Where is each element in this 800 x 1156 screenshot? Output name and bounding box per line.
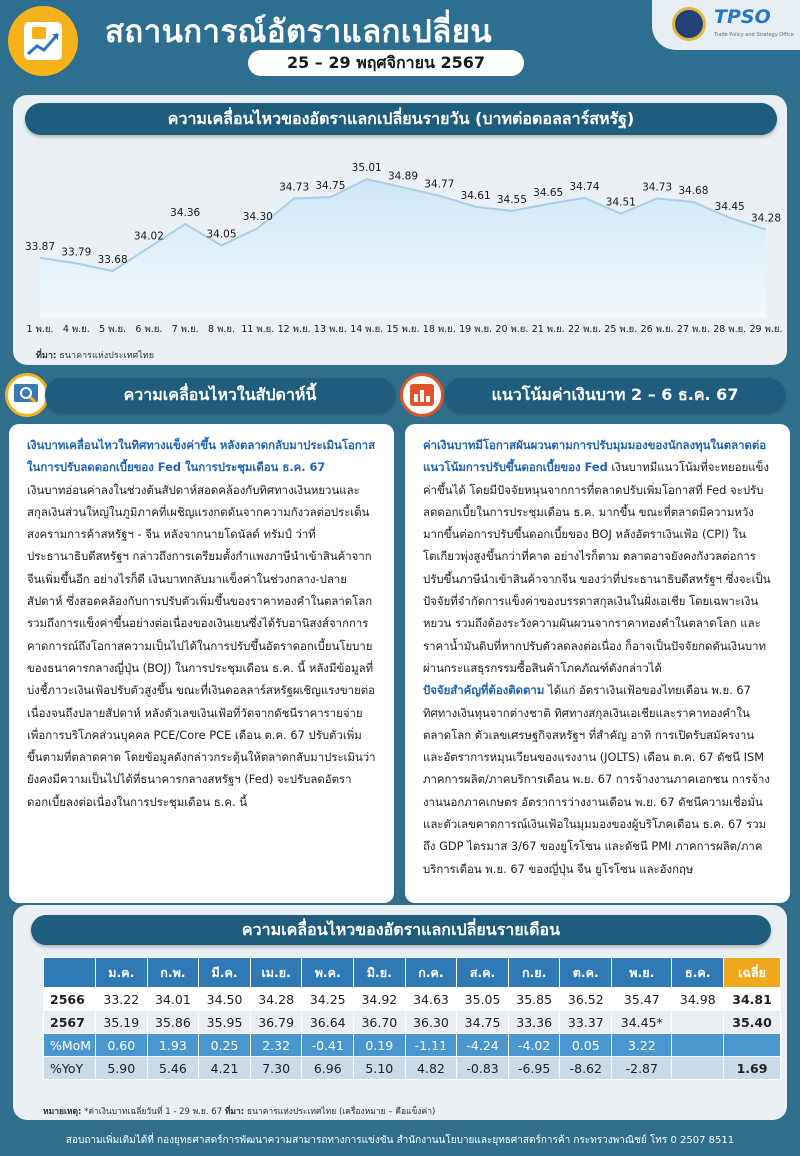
- table-source-text: ธนาคารแห่งประเทศไทย (เครื่องหมาย – คือแข็งค่า): [246, 1107, 436, 1117]
- data-label: 33.68: [97, 254, 128, 267]
- footer-contact: สอบถามเพิ่มเติมได้ที่ กองยุทธศาสตร์การพัฒนาความสามารถทางการแข่งขัน สำนักงานนโยบายและยุทธศาสตร์การค้า กระทรวงพาณิชย์ โทร 0 2507 8511: [65, 1135, 735, 1146]
- month-header: ส.ค.: [457, 958, 509, 988]
- monthly-exchange-table: [43, 957, 781, 1080]
- table-cell: 34.92: [354, 988, 406, 1011]
- weekly-movement-panel: [9, 424, 394, 903]
- table-cell: 34.45*: [612, 1011, 672, 1034]
- month-header: พ.ย.: [612, 958, 672, 988]
- table-cell: [672, 1034, 724, 1057]
- daily-exchange-rate-chart: [0, 0, 800, 345]
- table-cell: -0.41: [302, 1034, 354, 1057]
- data-label: 34.75: [315, 180, 346, 193]
- x-tick-label: 5 พ.ย.: [99, 324, 127, 335]
- table-cell: 0.60: [96, 1034, 148, 1057]
- data-label: 34.45: [714, 200, 745, 213]
- x-tick-label: 14 พ.ย.: [350, 324, 384, 335]
- table-cell: 35.05: [457, 988, 509, 1011]
- table-cell: 4.21: [199, 1057, 251, 1080]
- row-label: 2567: [44, 1011, 96, 1034]
- x-tick-label: 4 พ.ย.: [62, 324, 90, 335]
- monthly-table-card: [13, 905, 787, 1120]
- table-cell: 36.30: [405, 1011, 457, 1034]
- table-cell: 35.95: [199, 1011, 251, 1034]
- key-factors-body: ได้แก่ อัตราเงินเฟ้อของไทยเดือน พ.ย. 67 ทิศทางเงินทุนจากต่างชาติ ทิศทางสกุลเงินเอเชียและราคาทองคำในตลาดโลก ตัวเลขเศรษฐกิจสหรัฐฯ ที่สำคัญ อาทิ การเปิดรับสมัครงานและอัตราการหมุนเวียนของแรงงาน (JOLTS) เดือน ต.ค. 67 ดัชนี ISM ภาคการผลิต/ภาคบริการเดือน พ.ย. 67 การจ้างงานภาคเอกชน การจ้างงานนอกภาคเกษตร อัตราการว่างงานเดือน พ.ย. 67 ดัชนีความเชื่อมั่นและตัวเลขคาดการณ์เงินเฟ้อในมุมมองของผู้บริโภคเดือน ธ.ค. 67 รวมถึง GDP ไตรมาส 3/67 ของยูโรโซน และดัชนี PMI ภาคการผลิต/ภาคบริการเดือน พ.ย. 67 ของญี่ปุ่น จีน ยูโรโซน และอังกฤษ: [423, 683, 770, 876]
- x-tick-label: 6 พ.ย.: [135, 324, 163, 335]
- table-cell: -1.11: [405, 1034, 457, 1057]
- x-tick-label: 13 พ.ย.: [313, 324, 347, 335]
- table-row: [44, 1034, 781, 1057]
- table-cell: 4.82: [405, 1057, 457, 1080]
- table-row: [44, 988, 781, 1011]
- table-cell: 0.05: [560, 1034, 612, 1057]
- month-header: ธ.ค.: [672, 958, 724, 988]
- magnifier-chart-icon: [5, 373, 49, 417]
- month-header: มี.ค.: [199, 958, 251, 988]
- average-cell: [724, 1034, 781, 1057]
- table-cell: 34.28: [250, 988, 302, 1011]
- data-label: 34.73: [642, 181, 673, 194]
- month-header: ก.ย.: [508, 958, 560, 988]
- chart-section-title: ความเคลื่อนไหวของอัตราแลกเปลี่ยนรายวัน (บาทต่อดอลลาร์สหรัฐ): [25, 103, 777, 135]
- x-tick-label: 7 พ.ย.: [171, 324, 199, 335]
- row-label: %MoM: [44, 1034, 96, 1057]
- data-label: 34.02: [133, 230, 164, 243]
- month-header: ก.พ.: [147, 958, 199, 988]
- data-label: 34.77: [424, 178, 455, 191]
- table-cell: 34.75: [457, 1011, 509, 1034]
- x-tick-label: 12 พ.ย.: [277, 324, 311, 335]
- x-tick-label: 15 พ.ย.: [386, 324, 420, 335]
- average-header: เฉลี่ย: [724, 958, 781, 988]
- table-cell: 35.19: [96, 1011, 148, 1034]
- table-note-text: *ค่าเงินบาทเฉลี่ยวันที่ 1 - 29 พ.ย. 67: [84, 1107, 223, 1117]
- row-label: 2566: [44, 988, 96, 1011]
- table-cell: [672, 1011, 724, 1034]
- data-label: 34.28: [750, 212, 782, 225]
- x-tick-label: 19 พ.ย.: [459, 324, 493, 335]
- month-header: มิ.ย.: [354, 958, 406, 988]
- table-cell: 33.36: [508, 1011, 560, 1034]
- table-cell: 5.90: [96, 1057, 148, 1080]
- table-header-row: [44, 958, 781, 988]
- table-cell: 35.86: [147, 1011, 199, 1034]
- table-cell: -4.24: [457, 1034, 509, 1057]
- table-cell: 33.37: [560, 1011, 612, 1034]
- x-tick-label: 1 พ.ย.: [26, 324, 54, 335]
- data-label: 34.05: [206, 228, 237, 241]
- chart-source: [36, 348, 154, 362]
- data-label: 33.79: [61, 246, 92, 259]
- month-header: ม.ค.: [96, 958, 148, 988]
- table-cell: 35.85: [508, 988, 560, 1011]
- data-label: 34.65: [533, 187, 564, 199]
- data-label: 34.51: [605, 196, 636, 209]
- data-label: 34.74: [569, 180, 600, 193]
- table-row: [44, 1011, 781, 1034]
- table-cell: 34.63: [405, 988, 457, 1011]
- x-tick-label: 27 พ.ย.: [676, 324, 710, 335]
- table-cell: 0.25: [199, 1034, 251, 1057]
- x-tick-label: 21 พ.ย.: [531, 324, 565, 335]
- data-label: 34.68: [678, 184, 709, 197]
- org-logo-subtitle: Trade Policy and Strategy Office: [714, 32, 794, 38]
- weekly-movement-text: [27, 434, 377, 813]
- chart-source-label: ที่มา:: [36, 351, 57, 361]
- table-source-label: ที่มา:: [224, 1107, 245, 1117]
- data-label: 35.01: [351, 162, 382, 175]
- data-label: 33.87: [24, 240, 56, 253]
- table-cell: 34.25: [302, 988, 354, 1011]
- data-label: 34.73: [279, 181, 310, 194]
- data-label: 34.55: [496, 193, 527, 206]
- average-cell: 1.69: [724, 1057, 781, 1080]
- table-row: [44, 1057, 781, 1080]
- table-cell: 36.79: [250, 1011, 302, 1034]
- table-corner: [44, 958, 96, 988]
- x-tick-label: 28 พ.ย.: [713, 324, 747, 335]
- table-cell: 6.96: [302, 1057, 354, 1080]
- row-label: %YoY: [44, 1057, 96, 1080]
- baht-outlook-text: [423, 434, 773, 880]
- table-cell: 35.47: [612, 988, 672, 1011]
- average-cell: 35.40: [724, 1011, 781, 1034]
- month-header: ก.ค.: [405, 958, 457, 988]
- table-cell: 3.22: [612, 1034, 672, 1057]
- page-title: สถานการณ์อัตราแลกเปลี่ยน: [105, 14, 493, 50]
- table-note: [43, 1104, 435, 1118]
- table-cell: 0.19: [354, 1034, 406, 1057]
- x-tick-label: 22 พ.ย.: [568, 324, 601, 335]
- baht-outlook-headline: ค่าเงินบาทมีโอกาสผันผวนตามการปรับมุมมองของนักลงทุนในตลาดต่อแนวโน้มการปรับขึ้นดอกเบี้ยของ Fed: [423, 438, 767, 475]
- data-label: 34.30: [242, 211, 273, 224]
- weekly-movement-title: ความเคลื่อนไหวในสัปดาห์นี้: [45, 378, 395, 412]
- key-factors-label: ปัจจัยสำคัญที่ต้องติดตาม: [423, 683, 545, 698]
- data-label: 34.36: [170, 207, 201, 220]
- table-cell: 34.01: [147, 988, 199, 1011]
- table-cell: -6.95: [508, 1057, 560, 1080]
- table-cell: 1.93: [147, 1034, 199, 1057]
- calendar-chart-icon: [400, 373, 444, 417]
- table-cell: 36.64: [302, 1011, 354, 1034]
- month-header: พ.ค.: [302, 958, 354, 988]
- average-cell: 34.81: [724, 988, 781, 1011]
- table-cell: 5.46: [147, 1057, 199, 1080]
- chart-source-text: ธนาคารแห่งประเทศไทย: [59, 351, 154, 361]
- x-tick-label: 11 พ.ย.: [241, 324, 275, 335]
- monthly-table-title: ความเคลื่อนไหวของอัตราแลกเปลี่ยนรายเดือน: [31, 915, 771, 945]
- table-cell: -8.62: [560, 1057, 612, 1080]
- table-cell: -2.87: [612, 1057, 672, 1080]
- table-cell: 7.30: [250, 1057, 302, 1080]
- data-label: 34.61: [460, 189, 491, 202]
- x-tick-label: 25 พ.ย.: [604, 324, 638, 335]
- baht-outlook-title: แนวโน้มค่าเงินบาท 2 – 6 ธ.ค. 67: [445, 378, 785, 412]
- x-tick-label: 29 พ.ย.: [749, 324, 783, 335]
- x-tick-label: 20 พ.ย.: [495, 324, 529, 335]
- x-tick-label: 18 พ.ย.: [422, 324, 456, 335]
- month-header: เม.ย.: [250, 958, 302, 988]
- table-cell: 2.32: [250, 1034, 302, 1057]
- table-cell: 33.22: [96, 988, 148, 1011]
- table-cell: 34.50: [199, 988, 251, 1011]
- baht-outlook-body: เงินบาทมีแนวโน้มที่จะทยอยแข็งค่าขึ้นได้ โดยมีปัจจัยหนุนจากการที่ตลาดปรับเพิ่มโอกาสที่ Fed จะปรับลดดอกเบี้ยในการประชุมเดือน ธ.ค. มากขึ้น ขณะที่ตลาดมีความหวังมากขึ้นต่อการปรับขึ้นดอกเบี้ยของ BOJ หลังอัตราเงินเฟ้อ (CPI) ในโตเกียวพุ่งสูงขึ้นกว่าที่คาด อย่างไรก็ตาม ตลาดอาจยังคงกังวลต่อการปรับขึ้นภาษีนำเข้าสินค้าจากจีน ของว่าที่ประธานาธิบดีสหรัฐฯ ซึ่งจะเป็นปัจจัยที่จำกัดการแข็งค่าของบรรดาสกุลเงินในฝั่งเอเชีย โดยเฉพาะเงินหยวน รวมถึงต้องระวังความผันผวนจากราคาทองคำในตลาดโลก และราคาน้ำมันดิบที่หากปรับตัวลดลงต่อเนื่อง ก็อาจเป็นปัจจัยกดดันเงินบาทผ่านกระแสธุรกรรมซื้อสินค้าโภคภัณฑ์ดังกล่าวได้: [423, 460, 771, 675]
- date-range: 25 – 29 พฤศจิกายน 2567: [248, 50, 524, 76]
- x-tick-label: 8 พ.ย.: [208, 324, 235, 335]
- table-cell: -4.02: [508, 1034, 560, 1057]
- x-tick-label: 26 พ.ย.: [640, 324, 674, 335]
- table-cell: 36.70: [354, 1011, 406, 1034]
- weekly-movement-body: เงินบาทอ่อนค่าลงในช่วงต้นสัปดาห์สอดคล้องกับทิศทางเงินหยวนและสกุลเงินส่วนใหญ่ในภูมิภาคที่เผชิญแรงกดดันจากความกังวลต่อประเด็นสงครามการค้าสหรัฐฯ - จีน หลังจากนายโดนัลด์ ทรัมป์ ว่าที่ประธานาธิบดีสหรัฐฯ กล่าวถึงการเตรียมตั้งกำแพงภาษีนำเข้าสินค้าจากจีนเพิ่มขึ้นอีก อย่างไรก็ดี เงินบาทกลับมาแข็งค่าในช่วงกลาง-ปลายสัปดาห์ ซึ่งสอดคล้องกับการปรับตัวเพิ่มขึ้นของราคาทองคำในตลาดโลก รวมถึงการแข็งค่าขึ้นอย่างต่อเนื่องของเงินเยนซึ่งได้รับอานิสงส์จากการคาดการณ์ถึงโอกาสความเป็นไปได้ในการปรับขึ้นอัตราดอกเบี้ยนโยบายของธนาคารกลางญี่ปุ่น (BOJ) ในการประชุมเดือน ธ.ค. นี้ หลังมีข้อมูลที่บ่งชี้ภาวะเงินเฟ้อปรับตัวสูงขึ้น ขณะที่เงินดอลลาร์สหรัฐผเชิญแรงขายต่อเนื่องจนถึงปลายสัปดาห์ หลังตัวเลขเงินเฟ้อที่วัดจากดัชนีราคารายจ่ายเพื่อการบริโภคส่วนบุคคล PCE/Core PCE เดือน ต.ค. 67 ปรับตัวเพิ่มขึ้นตามที่ตลาดคาด โดยข้อมูลดังกล่าวกระตุ้นให้ตลาดกลับมาประเมินว่า ยังคงมีความเป็นไปได้ที่ธนาคารกลางสหรัฐฯ (Fed) จะปรับลดอัตราดอกเบี้ยลงต่อเนื่องในการประชุมเดือน ธ.ค. นี้: [27, 482, 376, 809]
- table-cell: 5.10: [354, 1057, 406, 1080]
- baht-outlook-panel: [405, 424, 790, 903]
- table-cell: [672, 1057, 724, 1080]
- table-note-label: หมายเหตุ:: [43, 1107, 82, 1117]
- table-cell: -0.83: [457, 1057, 509, 1080]
- weekly-movement-headline: เงินบาทเคลื่อนไหวในทิศทางแข็งค่าขึ้น หลังตลาดกลับมาประเมินโอกาสในการปรับลดดอกเบี้ยของ Fed ในการประชุมเดือน ธ.ค. 67: [27, 438, 376, 475]
- data-label: 34.89: [387, 170, 419, 183]
- table-cell: 34.98: [672, 988, 724, 1011]
- table-cell: 36.52: [560, 988, 612, 1011]
- org-logo-text: TPSO: [714, 6, 771, 28]
- month-header: ต.ค.: [560, 958, 612, 988]
